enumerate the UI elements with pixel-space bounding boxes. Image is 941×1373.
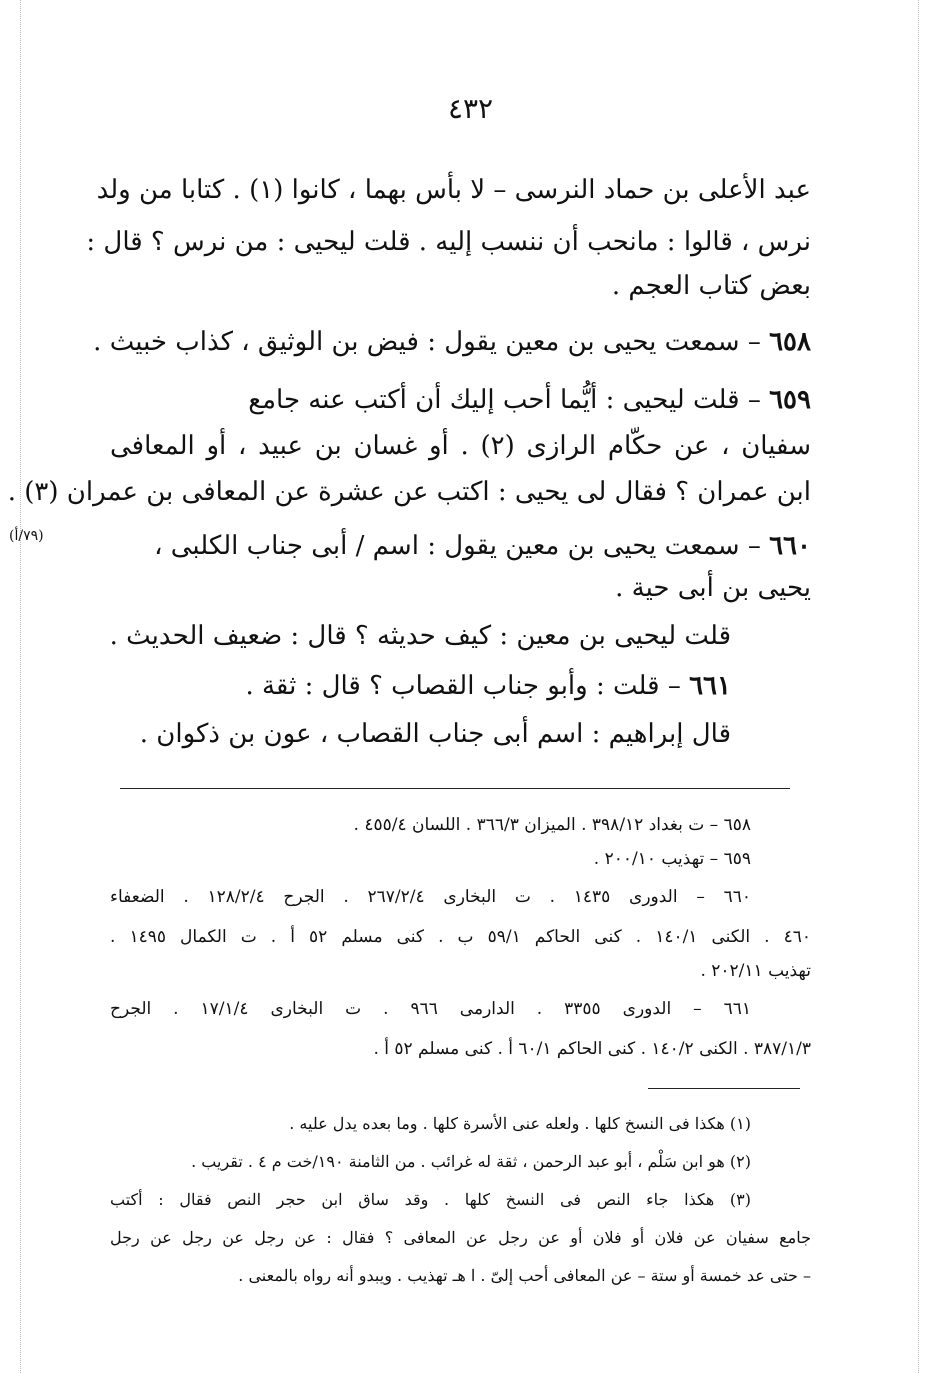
entry-text: – سمعت يحيى بن معين يقول : فيض بن الوثيق ، كذاب خبيث . [93, 327, 761, 357]
footnote-line: – حتى عد خمسة أو ستة – عن المعافى أحب إلىّ . ا هـ تهذيب . ويبدو أنه رواه بالمعنى . [238, 1266, 811, 1285]
entry-line: ابن عمران ؟ فقال لى يحيى : اكتب عن عشرة عن المعافى بن عمران (٣) . [7, 477, 811, 507]
footnote-line: (١) هكذا فى النسخ كلها . ولعله عنى الأسرة كلها . وما بعده يدل عليه . [289, 1114, 751, 1133]
entry-660 [110, 526, 811, 566]
footnote-rule [648, 1088, 800, 1089]
entry-text: – قلت : وأبو جناب القصاب ؟ قال : ثقة . [245, 671, 681, 701]
entry-line: يحيى بن أبى حية . [615, 573, 811, 603]
folio-margin-note: (٧٩/أ) [9, 528, 44, 544]
footnote-line: جامع سفيان عن فلان أو فلان أو عن رجل عن المعافى ؟ فقال : عن رجل عن رجل عن رجل [110, 1228, 811, 1247]
source-line: ٦٦١ – الدورى ٣٣٥٥ . الدارمى ٩٦٦ . ت البخارى ١٧/١/٤ . الجرح [110, 999, 751, 1019]
entry-line: قال إبراهيم : اسم أبى جناب القصاب ، عون بن ذكوان . [139, 719, 731, 749]
entry-text: – سمعت يحيى بن معين يقول : اسم / أبى جناب الكلبى ، [154, 531, 761, 561]
source-line: ٤٦٠ . الكنى ١٤٠/١ . كنى الحاكم ٥٩/١ ب . كنى مسلم ٥٢ أ . ت الكمال ١٤٩٥ . [110, 927, 812, 947]
source-line: ٦٦٠ – الدورى ١٤٣٥ . ت البخارى ٢٦٧/٢/٤ . الجرح ١٢٨/٢/٤ . الضعفاء [110, 887, 751, 907]
source-line: ٦٥٨ – ت بغداد ٣٩٨/١٢ . الميزان ٣٦٦/٣ . اللسان ٤٥٥/٤ . [353, 815, 751, 835]
entry-658 [93, 322, 811, 362]
entry-number: ٦٥٩ [769, 385, 811, 415]
entry-661 [110, 666, 731, 706]
entry-number: ٦٦٠ [769, 531, 811, 561]
page-number: ٤٣٢ [447, 92, 494, 125]
entry-line: سفيان ، عن حكّام الرازى (٢) . أو غسان بن عبيد ، أو المعافى [110, 431, 811, 461]
paragraph-line: نرس ، قالوا : مانحب أن ننسب إليه . قلت ليحيى : من نرس ؟ قال : [86, 227, 811, 257]
source-line: ٣٨٧/١/٣ . الكنى ١٤٠/٢ . كنى الحاكم ٦٠/١ أ . كنى مسلم ٥٢ أ . [373, 1039, 811, 1059]
source-line: ٦٥٩ – تهذيب ٢٠٠/١٠ . [593, 849, 751, 869]
scan-edge-line [20, 0, 21, 1373]
paragraph-line: عبد الأعلى بن حماد النرسى – لا بأس بهما ، كانوا (١) . كتابا من ولد [96, 175, 811, 205]
paragraph-line: بعض كتاب العجم . [611, 271, 811, 301]
divider-rule [120, 788, 790, 789]
entry-text: – قلت ليحيى : أيُّما أحب إليك أن أكتب عنه جامع [248, 385, 761, 415]
footnote-line: (٢) هو ابن سَلْم ، أبو عبد الرحمن ، ثقة له غرائب . من الثامنة ١٩٠/خت م ٤ . تقريب . [191, 1152, 751, 1171]
entry-line: قلت ليحيى بن معين : كيف حديثه ؟ قال : ضعيف الحديث . [109, 621, 731, 651]
entry-number: ٦٥٨ [769, 327, 811, 357]
entry-659 [110, 380, 811, 420]
scan-edge-line [918, 0, 919, 1373]
source-line: تهذيب ٢٠٢/١١ . [700, 961, 811, 981]
footnote-line: (٣) هكذا جاء النص فى النسخ كلها . وقد ساق ابن حجر النص فقال : أكتب [110, 1190, 751, 1209]
entry-number: ٦٦١ [689, 671, 731, 701]
